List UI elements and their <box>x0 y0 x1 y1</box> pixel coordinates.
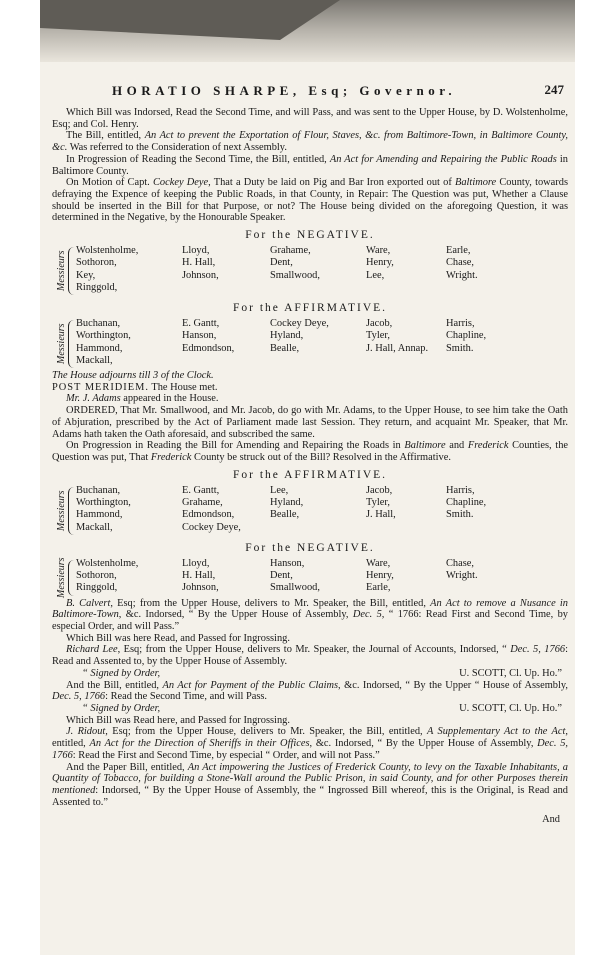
name-grid: Wolstenholme, Lloyd, Hanson, Ware, Chase, Sothoron, H. Hall, Dent, Henry, Wright. Ringgold, Johnson, Smallwood, Earle, <box>76 557 478 594</box>
page-fold-shadow <box>40 0 575 62</box>
brace <box>68 320 75 368</box>
name-grid: Wolstenholme, Lloyd, Grahame, Ware, Earle, Sothoron, H. Hall, Dent, Henry, Chase, Key, Johnson, Smallwood, Lee, Wright. Ringgold, <box>76 245 478 294</box>
running-head <box>52 83 568 103</box>
paragraph-progression: On Progression in Reading the Bill for Amending and Repairing the Roads in Baltimore and Frederick Counties, the Question was put, That Frederick County be struck out of the Bill? Resolved in the Affirmative. <box>52 440 568 463</box>
adjourn-line: The House adjourns till 3 of the Clock. <box>52 370 214 382</box>
calvert-read-line: Which Bill was here Read, and Passed for Ingrossing. <box>66 632 290 644</box>
paragraph-motion-iron-duty: On Motion of Capt. Cockey Deye, That a Duty be laid on Pig and Bar Iron exported out of Baltimore County, towards defraying the Expence of keeping the Public Roads, in that County, in Repair: The Question was put, Whether a Clause should be inserted in the Bill for that Purpose, or not? The House being divided on the aforegoing Question, it was determined in the Negative, by the Honourable Speaker. <box>52 177 568 224</box>
vote-list-negative-1 <box>56 245 568 297</box>
paragraph-paper-bill: And the Paper Bill, entitled, An Act impowering the Justices of Frederick County, to levy on the Taxable Inhabitants, a Quantity of Tobacco, for building a Stone-Wall around the Public Prison, in said County, and for other Purposes therein mentioned: Indorsed, “ By the Upper House of Assembly, the “ Ingrossed Bill whereof, this is the Original, is Read and Assented to.” <box>52 761 568 808</box>
name-grid: Buchanan, E. Gantt, Cockey Deye, Jacob, Harris, Worthington, Hanson, Hyland, Tyler, Chapline, Hammond, Edmondson, Bealle, J. Hall, Annap. Smith. Mackall, <box>76 318 487 367</box>
paragraph-bill-indorsed: Which Bill was Indorsed, Read the Second Time, and will Pass, and was sent to the Upper House, by D. Wolstenholme, Esq; and Col. Henry. <box>52 107 568 130</box>
vote-heading-negative-2: For the NEGATIVE. <box>245 541 375 554</box>
brace <box>68 247 75 295</box>
vote-list-affirmative-2 <box>56 485 568 537</box>
paragraph-flour-bill: The Bill, entitled, An Act to prevent the Exportation of Flour, Staves, &c. from Baltimore-Town, in Baltimore County, &c. Was referred to the Consideration of next Assembly. <box>52 130 568 154</box>
catchword: And <box>542 814 560 826</box>
paragraph-lee: Richard Lee, Esq; from the Upper House, delivers to Mr. Speaker, the Journal of Accounts, Indorsed, “ Dec. 5, 1766: Read and Assented to, by the Upper House of Assembly. <box>52 644 568 668</box>
paragraph-calvert: B. Calvert, Esq; from the Upper House, delivers to Mr. Speaker, the Bill, entitled, An Act to remove a Nusance in Baltimore-Town, &c. Indorsed, “ By the Upper House of Assembly, Dec. 5, “ 1766: Read First and Second Time, by especial Order, and will Pass.” <box>52 597 568 633</box>
adams-appeared-line: Mr. J. Adams appeared in the House. <box>66 393 219 405</box>
read-passed-line: Which Bill was Read here, and Passed for Ingrossing. <box>66 714 290 726</box>
post-meridiem-line: POST MERIDIEM. The House met. <box>52 381 218 393</box>
vote-list-affirmative-1 <box>56 318 568 370</box>
paragraph-public-claims: And the Bill, entitled, An Act for Payment of the Public Claims, &c. Indorsed, “ By the Upper “ House of Assembly, Dec. 5, 1766: Read the Second Time, and will Pass. <box>52 679 568 703</box>
name-grid: Buchanan, E. Gantt, Lee, Jacob, Harris, Worthington, Grahame, Hyland, Tyler, Chapline, Hammond, Edmondson, Bealle, J. Hall, Smith. Mackall, Cockey Deye, <box>76 484 487 533</box>
messieurs-label: Messieurs <box>56 323 67 365</box>
running-title: HORATIO SHARPE, Esq; Governor. <box>112 83 457 98</box>
page-number: 247 <box>544 82 564 97</box>
paragraph-ridout: J. Ridout, Esq; from the Upper House, delivers to Mr. Speaker, the Bill, entitled, A Supplementary Act to the Act, entitled, An Act for the Direction of Sheriffs in their Offices, &c. Indorsed, “ By the Upper House of Assembly, Dec. 5, 1766: Read the First and Second Time, by especial “ Order, and will not Pass.” <box>52 726 569 761</box>
brace <box>68 487 75 535</box>
signature-line-2: “ Signed by Order, U. SCOTT, Cl. Up. Ho.” <box>82 702 562 714</box>
messieurs-label: Messieurs <box>56 250 67 292</box>
vote-heading-affirmative-1: For the AFFIRMATIVE. <box>232 302 388 315</box>
messieurs-label: Messieurs <box>56 490 67 531</box>
brace <box>68 560 75 596</box>
vote-list-negative-2 <box>56 558 568 598</box>
document-body <box>52 83 568 826</box>
vote-heading-negative-1: For the NEGATIVE. <box>245 229 375 242</box>
messieurs-label: Messieurs <box>56 557 67 598</box>
paragraph-ordered: ORDERED, That Mr. Smallwood, and Mr. Jacob, do go with Mr. Adams, to the Upper House, to see him take the Oath of Abjuration, prescribed by the Act of Parliament made last Session. They return, and acquaint Mr. Speaker, that Mr. Adams hath taken the Oath aforesaid, and subscribed the same. <box>52 405 568 440</box>
paragraph-roads-bill: In Progression of Reading the Second Time, the Bill, entitled, An Act for Amending and Repairing the Public Roads in Baltimore County. <box>52 153 568 177</box>
vote-heading-affirmative-2: For the AFFIRMATIVE. <box>232 468 388 481</box>
signature-line-1: “ Signed by Order, U. SCOTT, Cl. Up. Ho.” <box>82 667 562 679</box>
